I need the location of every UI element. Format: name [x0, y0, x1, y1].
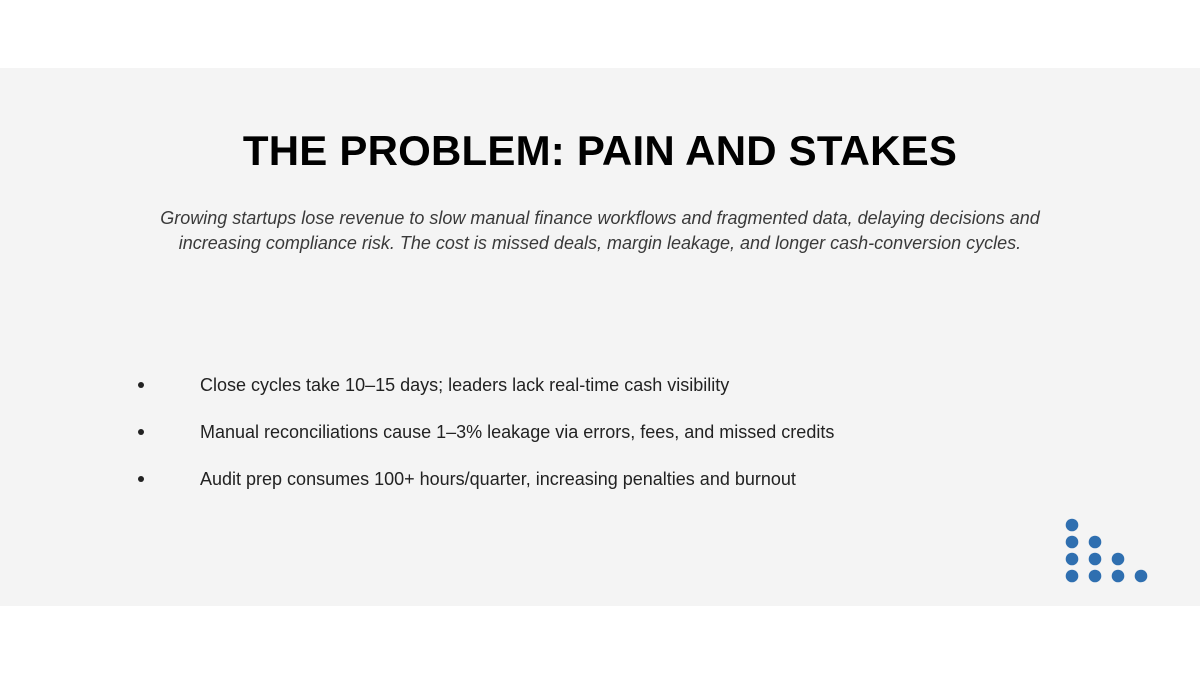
bullet-text: Close cycles take 10–15 days; leaders lack real-time cash visibility: [200, 375, 730, 395]
bullet-text: Audit prep consumes 100+ hours/quarter, increasing penalties and burnout: [200, 469, 796, 489]
bullet-dot-icon: [138, 476, 144, 482]
bullet-text: Manual reconciliations cause 1–3% leakage via errors, fees, and missed credits: [200, 422, 835, 442]
slide-subtitle: Growing startups lose revenue to slow manual finance workflows and fragmented data, delaying decisions and increasing compliance risk. The cost is missed deals, margin leakage, and longer cash-conversion cycles.: [160, 208, 1040, 253]
bullet-item: [0, 374, 1200, 421]
bullet-dot-icon: [138, 382, 144, 388]
bullet-item: [0, 421, 1200, 468]
slide: [0, 68, 1200, 606]
slide-title: THE PROBLEM: PAIN AND STAKES: [242, 127, 958, 174]
bullet-item: [0, 468, 1200, 515]
bullet-dot-icon: [138, 429, 144, 435]
bullet-list: [0, 374, 1200, 515]
dot-staircase-logo-icon: [1064, 518, 1154, 588]
